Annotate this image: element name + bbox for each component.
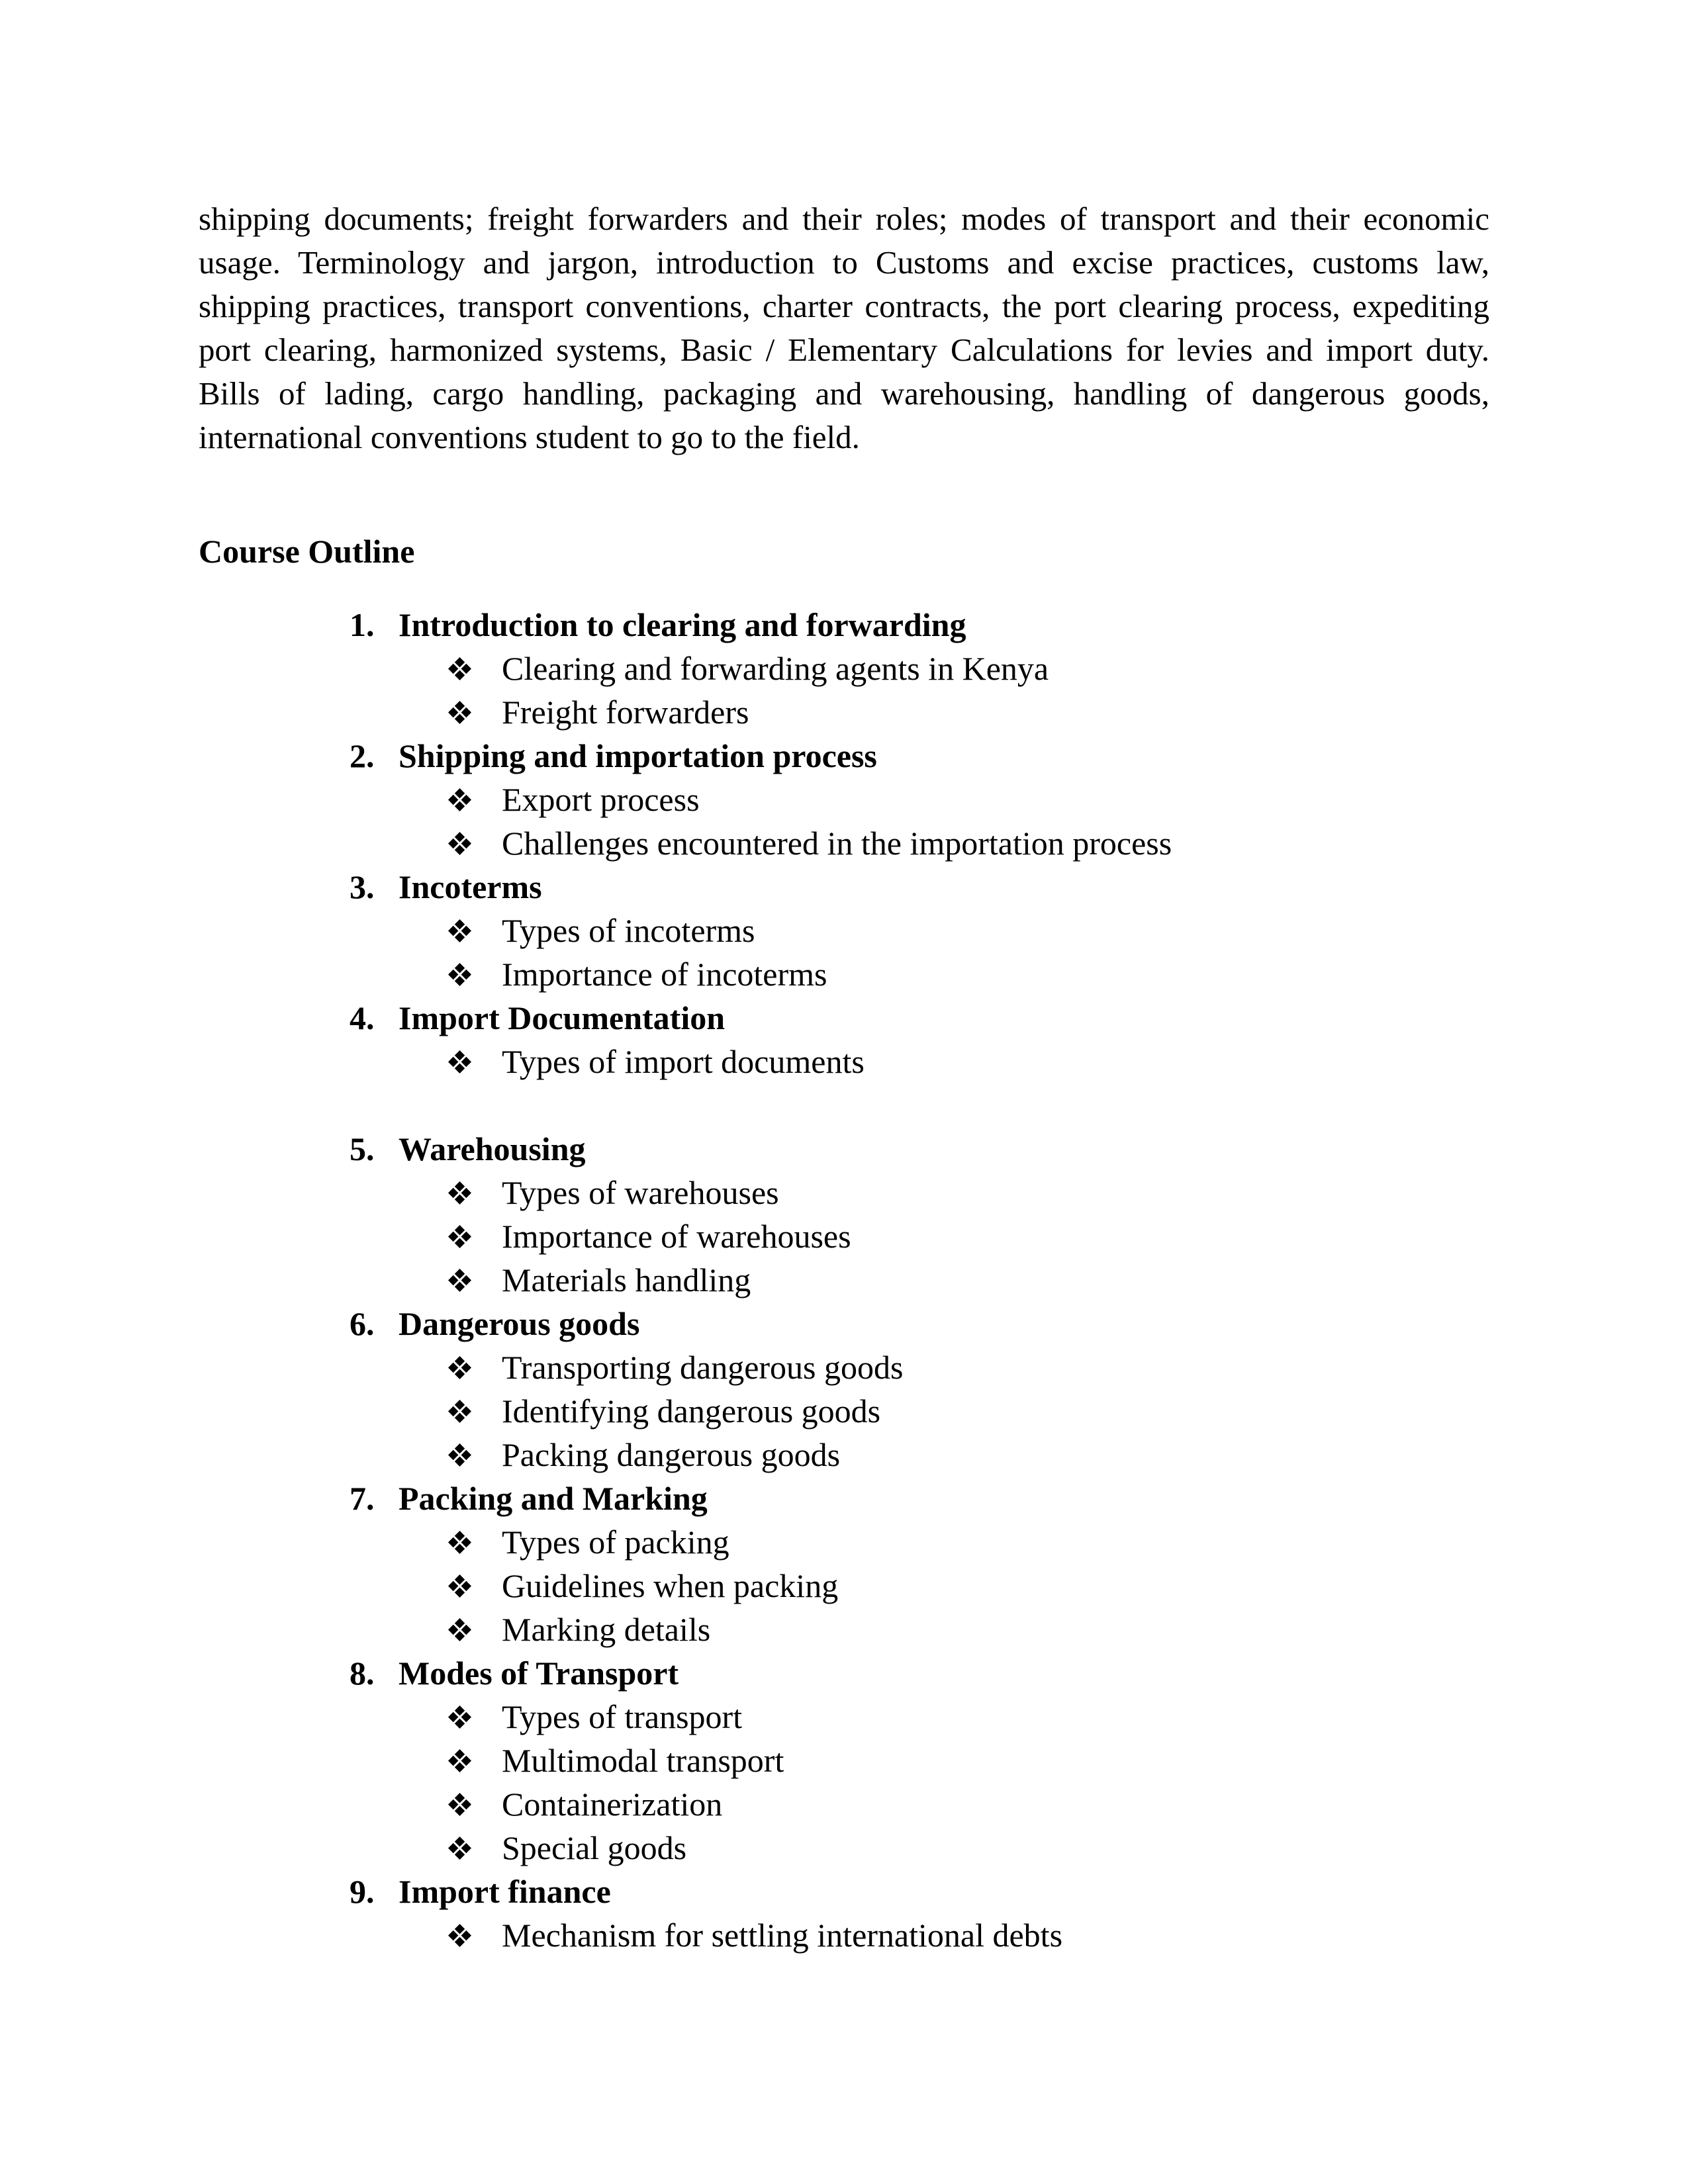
outline-subitem-text: Types of import documents [502, 1043, 865, 1080]
four-diamonds-icon [448, 1269, 471, 1292]
paragraph-line: usage. Terminology and jargon, introduction to Customs and excise practices, customs law, [199, 244, 1489, 281]
outline-subitem [448, 1171, 1489, 1214]
four-diamonds-bullet-icon [448, 690, 502, 734]
outline-item-heading [350, 1651, 1489, 1695]
four-diamonds-bullet-icon [448, 1782, 502, 1826]
outline-subitem-text: Clearing and forwarding agents in Kenya [502, 650, 1049, 687]
outline-subitem [448, 1608, 1489, 1651]
outline-subitem [448, 690, 1489, 734]
outline-item [199, 865, 1489, 996]
outline-item [199, 603, 1489, 734]
outline-item [199, 1651, 1489, 1870]
outline-subitem [448, 647, 1489, 690]
outline-subitem [448, 1040, 1489, 1083]
four-diamonds-bullet-icon [448, 909, 502, 952]
outline-item-number: 7. [350, 1480, 375, 1517]
outline-subitem-text: Identifying dangerous goods [502, 1392, 881, 1430]
outline-item-number: 1. [350, 606, 375, 643]
outline-item [199, 734, 1489, 865]
outline-item-heading [350, 1477, 1489, 1520]
outline-item-heading [350, 996, 1489, 1040]
outline-item-title: Warehousing [399, 1130, 586, 1167]
four-diamonds-icon [448, 1793, 471, 1816]
outline-subitem [448, 909, 1489, 952]
outline-item-number: 6. [350, 1305, 375, 1342]
four-diamonds-icon [448, 701, 471, 724]
outline-item-heading [350, 1127, 1489, 1171]
outline-item-number: 9. [350, 1873, 375, 1910]
outline-subitem-text: Types of warehouses [502, 1174, 779, 1211]
four-diamonds-bullet-icon [448, 952, 502, 996]
four-diamonds-icon [448, 1574, 471, 1598]
four-diamonds-icon [448, 1837, 471, 1860]
outline-subitem [448, 1520, 1489, 1564]
outline-item-title: Shipping and importation process [399, 737, 877, 774]
four-diamonds-icon [448, 1400, 471, 1423]
outline-item-number: 4. [350, 999, 375, 1036]
outline-item-heading [350, 865, 1489, 909]
outline-item [199, 1870, 1489, 1957]
outline-subitem [448, 1826, 1489, 1870]
four-diamonds-bullet-icon [448, 1739, 502, 1782]
four-diamonds-icon [448, 1618, 471, 1641]
paragraph-line: Bills of lading, cargo handling, packaging and warehousing, handling of dangerous goods, [199, 375, 1489, 412]
outline-subitem [448, 1782, 1489, 1826]
four-diamonds-bullet-icon [448, 778, 502, 821]
paragraph-line: port clearing, harmonized systems, Basic / Elementary Calculations for levies and import duty. [199, 332, 1489, 368]
outline-item-title: Import finance [399, 1873, 611, 1910]
four-diamonds-icon [448, 832, 471, 855]
outline-item-heading [350, 1870, 1489, 1913]
outline-item-title: Dangerous goods [399, 1305, 640, 1342]
outline-subitem [448, 952, 1489, 996]
outline-item-title: Import Documentation [399, 999, 726, 1036]
four-diamonds-icon [448, 1531, 471, 1554]
outline-subitem-text: Export process [502, 781, 700, 818]
outline-subitem-text: Transporting dangerous goods [502, 1349, 904, 1386]
outline-subitem [448, 1913, 1489, 1957]
outline-item [199, 996, 1489, 1083]
outline-item [199, 1127, 1489, 1302]
intro-paragraph [199, 0, 1489, 459]
outline-subitem [448, 1214, 1489, 1258]
outline-item-number: 8. [350, 1655, 375, 1692]
outline-subitem [448, 1345, 1489, 1389]
four-diamonds-icon [448, 963, 471, 986]
outline-subitem-text: Importance of warehouses [502, 1218, 851, 1255]
four-diamonds-icon [448, 919, 471, 942]
outline-item-title: Incoterms [399, 868, 542, 905]
outline-item-title: Introduction to clearing and forwarding [399, 606, 966, 643]
outline-item-number: 2. [350, 737, 375, 774]
four-diamonds-bullet-icon [448, 1171, 502, 1214]
outline-subitem-text: Types of incoterms [502, 912, 755, 949]
paragraph-line: shipping documents; freight forwarders and their roles; modes of transport and their economic [199, 201, 1489, 237]
outline-subitem-text: Marking details [502, 1611, 711, 1648]
four-diamonds-icon [448, 1443, 471, 1467]
four-diamonds-icon [448, 1225, 471, 1248]
outline-item [199, 1477, 1489, 1651]
outline-subitem-text: Importance of incoterms [502, 956, 827, 993]
outline-item-title: Packing and Marking [399, 1480, 708, 1517]
outline-subitem-text: Packing dangerous goods [502, 1436, 841, 1473]
outline-subitem [448, 1389, 1489, 1433]
course-outline-heading: Course Outline [199, 533, 415, 570]
outline-subitem-text: Containerization [502, 1786, 723, 1823]
outline-subitem [448, 778, 1489, 821]
outline-subitem [448, 1564, 1489, 1608]
four-diamonds-icon [448, 1050, 471, 1073]
outline-subitem [448, 1695, 1489, 1739]
outline-item-number: 3. [350, 868, 375, 905]
four-diamonds-bullet-icon [448, 1389, 502, 1433]
four-diamonds-icon [448, 1181, 471, 1205]
outline-subitem-text: Freight forwarders [502, 694, 749, 731]
four-diamonds-bullet-icon [448, 647, 502, 690]
paragraph-line: international conventions student to go to the field. [199, 419, 860, 455]
four-diamonds-icon [448, 1924, 471, 1947]
four-diamonds-bullet-icon [448, 1608, 502, 1651]
outline-item-title: Modes of Transport [399, 1655, 679, 1692]
outline-item-heading [350, 734, 1489, 778]
four-diamonds-icon [448, 1706, 471, 1729]
outline-subitem [448, 1433, 1489, 1477]
course-outline-list [199, 603, 1489, 1957]
outline-item-heading [350, 603, 1489, 647]
outline-subitem [448, 1258, 1489, 1302]
four-diamonds-bullet-icon [448, 821, 502, 865]
four-diamonds-icon [448, 1356, 471, 1379]
outline-subitem-text: Types of packing [502, 1524, 729, 1561]
outline-item [199, 1302, 1489, 1477]
outline-subitem-text: Multimodal transport [502, 1742, 784, 1779]
four-diamonds-icon [448, 657, 471, 680]
four-diamonds-bullet-icon [448, 1214, 502, 1258]
four-diamonds-bullet-icon [448, 1913, 502, 1957]
four-diamonds-bullet-icon [448, 1258, 502, 1302]
outline-subitem [448, 821, 1489, 865]
four-diamonds-bullet-icon [448, 1695, 502, 1739]
four-diamonds-bullet-icon [448, 1345, 502, 1389]
outline-subitem-text: Types of transport [502, 1698, 743, 1735]
four-diamonds-bullet-icon [448, 1520, 502, 1564]
four-diamonds-bullet-icon [448, 1826, 502, 1870]
outline-subitem-text: Guidelines when packing [502, 1567, 839, 1604]
outline-subitem-text: Mechanism for settling international debts [502, 1917, 1063, 1954]
four-diamonds-icon [448, 1749, 471, 1772]
outline-item-number: 5. [350, 1130, 375, 1167]
paragraph-line: shipping practices, transport conventions, charter contracts, the port clearing process, expediting [199, 288, 1489, 324]
outline-subitem [448, 1739, 1489, 1782]
outline-subitem-text: Challenges encountered in the importation process [502, 825, 1172, 862]
four-diamonds-bullet-icon [448, 1433, 502, 1477]
four-diamonds-bullet-icon [448, 1040, 502, 1083]
outline-item-heading [350, 1302, 1489, 1345]
four-diamonds-icon [448, 788, 471, 811]
outline-subitem-text: Materials handling [502, 1261, 751, 1298]
four-diamonds-bullet-icon [448, 1564, 502, 1608]
outline-subitem-text: Special goods [502, 1829, 687, 1866]
